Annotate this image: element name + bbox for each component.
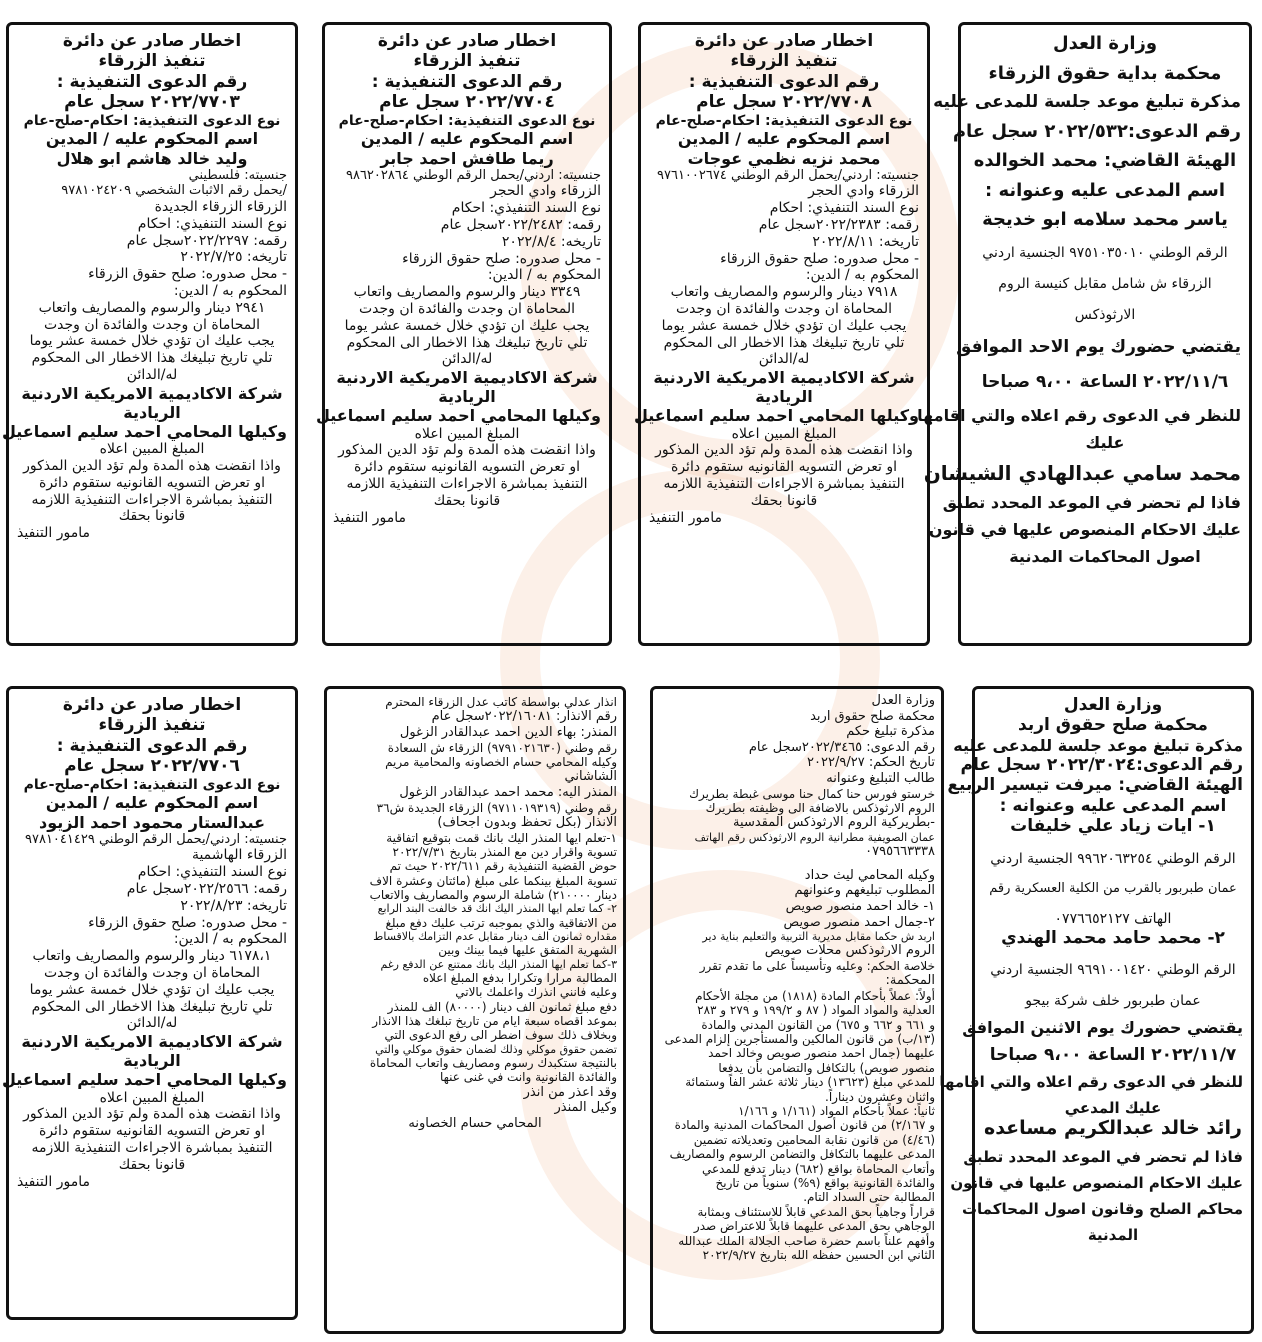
notice-line: (٤/٤٦) من قانون نقابة المحامين وتعديلاته تضمين: [693, 1132, 935, 1147]
notice-line: /يحمل رقم الاثبات الشخصي ٩٧٨١٠٢٤٢٠٩: [61, 183, 287, 199]
notice-line: مذكرة تبليغ موعد جلسة للمدعى عليه: [933, 92, 1241, 113]
notice-line: فاذا لم تحضر في الموعد المحدد تطبق: [942, 492, 1241, 512]
notice-line: المنذر اليه: محمد احمد عبدالقادر الزغول: [399, 784, 617, 800]
notice-line: عليك الاحكام المنصوص عليها في قانون: [928, 519, 1241, 539]
notice-line: المبلغ المبين اعلاه: [731, 425, 837, 442]
notice-line: قراراً وجاهياً بحق المدعي قابلاً للاستئناف وبمثابة: [697, 1204, 935, 1219]
notice-line: له/الدائن: [441, 351, 493, 368]
notice-line: قانونا بحقك: [750, 492, 818, 509]
notice-box-2: [633, 22, 930, 646]
notice-line: عليهما (جمال احمد منصور صويص وخالد احمد: [708, 1046, 935, 1061]
notice-line: مذكرة تبليغ موعد جلسة للمدعى عليه: [953, 735, 1243, 755]
notice-line: الزرقاء الهاشمية: [191, 847, 287, 864]
notice-line: تنفيذ الزرقاء: [730, 51, 838, 72]
notice-line: المحاماة ان وجدت والفائدة ان وجدت: [676, 300, 892, 317]
notice-line: الروم الارثوذكس محلات صويص: [764, 943, 935, 959]
notice-line: جنسيته: فلسطيني: [188, 167, 287, 183]
notice-line: اسم المحكوم عليه / المدين: [45, 793, 259, 813]
notice-line: شركة الاكاديمية الامريكية الاردنية: [336, 368, 598, 388]
notice-line: وأفهم علناً باسم حضرة صاحب الجلالة الملك عبدالله: [678, 1233, 935, 1248]
notice-line: تاريخه: ٢٠٢٢/٨/٤: [501, 233, 601, 250]
notice-line: طالب التبليغ وعنوانه: [826, 770, 935, 786]
notice-line: مقداره ثمانون الف دينار مقابل عدم التزامك بالاقساط: [373, 930, 617, 944]
notice-line: ٠٧٩٥٦٦٣٣٣٨: [865, 844, 935, 860]
notice-line: واذا انقضت هذه المدة ولم تؤد الدين المذكور: [338, 442, 596, 459]
notice-line: ٢- محمد حامد محمد الهندي: [1001, 927, 1225, 948]
notice-line: الزرقاء ش شامل مقابل كنيسة الروم: [998, 275, 1212, 292]
notice-line: عليك المدعي: [1064, 1099, 1162, 1118]
notice-line: له/الدائن: [126, 366, 178, 383]
notice-line: والفائدة القانونية بواقع (٩%) سنوياً من تاريخ: [715, 1175, 935, 1190]
notice-line: وكيلها المحامي احمد سليم اسماعيل: [1, 422, 287, 442]
notice-line: خرستو فورس حنا كمال حنا موسى غبطة بطريرك: [689, 786, 935, 801]
notice-line: وكيله المحامي ليث حداد: [804, 867, 935, 883]
notice-line: تضمن حقوق موكلي وذلك لضمان حقوق موكلي والتي: [375, 1042, 617, 1056]
notice-line: تلي تاريخ تبليغك هذا الاخطار الى المحكوم: [346, 334, 588, 351]
notice-line: و ٢/١٦٧) من قانون أصول المحاكمات المدنية والمادة: [674, 1118, 935, 1133]
notice-line: الروم الارثوذكس بالاضافة الى وظيفته بطريرك: [705, 800, 935, 815]
notice-line: دينار ٢١٠٠٠٠) شاملة الرسوم والمصاريف والاتعاب: [369, 888, 617, 903]
notice-line: واذا انقضت هذه المدة ولم تؤد الدين المذكور: [655, 442, 913, 459]
notice-line: التنفيذ بمباشرة الاجراءات التنفيذية اللازمه: [31, 491, 273, 508]
notice-line: الزرقاء الزرقاء الجديدة: [154, 198, 287, 215]
notice-line: ٧٩١٨ دينار والرسوم والمصاريف واتعاب: [670, 284, 898, 301]
notice-line: نوع السند التنفيذي: احكام: [451, 200, 601, 217]
notice-line: يجب عليك ان تؤدي خلال خمسة عشر يوما: [29, 981, 275, 998]
notice-line: بالنتيجة ستكبدك رسوم ومصاريف واتعاب المحاماة: [369, 1055, 617, 1070]
notice-line: رقمه: ٢٠٢٢/٢٤٨٢سجل عام: [440, 216, 601, 233]
notice-line: المبلغ المبين اعلاه: [99, 1089, 205, 1106]
notice-line: للنظر في الدعوى رقم اعلاه والتي اقامها: [917, 406, 1241, 426]
notice-line: ياسر محمد سلامه ابو خديجة: [982, 209, 1228, 231]
notice-line: يجب عليك ان تؤدي خلال خمسة عشر يوما: [29, 333, 275, 350]
notice-line: يقتضي حضورك يوم الاحد الموافق: [956, 337, 1241, 358]
notice-line: نوع السند التنفيذي: احكام: [769, 200, 919, 217]
notice-line: رقم الانذار: ٢٠٢٢/١٦٠٨١سجل عام: [431, 709, 617, 725]
notice-line: المحكوم به / الدين:: [173, 931, 287, 948]
notice-line: نوع الدعوى التنفيذية: احكام-صلح-عام: [338, 112, 596, 129]
notice-line: التنفيذ بمباشرة الاجراءات التنفيذية اللازمه: [663, 476, 905, 493]
notice-line: تاريخه: ٢٠٢٢/٨/٢٣: [180, 897, 287, 914]
notice-line: تنفيذ الزرقاء: [413, 51, 521, 72]
notice-line: الهيئة القاضي: محمد الخوالده: [973, 150, 1237, 172]
notice-line: ٢٠٢٢/٧٧٠٤ سجل عام: [379, 92, 555, 113]
notice-line: الريادية: [438, 387, 496, 407]
notice-line: او تعرض التسويه القانونيه ستقوم دائرة: [39, 474, 265, 491]
notice-line: الزرقاء وادي الحجر: [808, 183, 919, 200]
notice-line: الشهرية المتفق عليها فيما بينك وبين: [438, 943, 617, 958]
notice-line: واذا انقضت هذه المدة ولم تؤد الدين المذكور: [23, 458, 281, 475]
notice-line: المطالبة حتى السداد التام.: [803, 1190, 935, 1205]
notice-line: -بطريركية الروم الارثوذكس المقدسية: [733, 815, 935, 831]
notice-line: المحكوم به / الدين:: [173, 282, 287, 299]
notice-line: نوع الدعوى التنفيذية: احكام-صلح-عام: [655, 112, 913, 129]
notice-line: للمدعي مبلغ (١٣٦٢٣) دينار ثلاثة عشر الفاً وستمائة: [685, 1075, 935, 1090]
notice-line: جنسيته: اردني/يحمل الرقم الوطني ٩٧٨١٠٤١٤٢٩: [25, 831, 287, 847]
notice-line: ٢٠٢٢/٧٧٠٣ سجل عام: [64, 92, 240, 113]
notice-line: الثاني ابن الحسين حفظه الله بتاريخ ٢٠٢٢/٩/٢٧: [702, 1247, 935, 1262]
notice-line: ٢-جمال احمد منصور صويص: [783, 914, 935, 930]
notice-line: رقم الدعوى التنفيذية :: [371, 71, 563, 92]
notice-line: تاريخه: ٢٠٢٢/٨/١١: [812, 233, 919, 250]
notice-line: مامور التنفيذ: [17, 1173, 90, 1190]
notice-line: مذكرة تبليغ حكم: [846, 724, 935, 740]
notice-line: الانذار (بكل تحفظ وبدون اجحاف): [437, 814, 617, 830]
notice-line: الوجاهي بحق المدعى عليهما قابلاً للاعتراض صدر: [693, 1219, 935, 1234]
notice-line: رقمه: ٢٠٢٢/٢٢٩٧سجل عام: [126, 232, 287, 249]
notice-line: رائد خالد عبدالكريم مساعده: [983, 1117, 1242, 1140]
notice-line: واذا انقضت هذه المدة ولم تؤد الدين المذكور: [23, 1106, 281, 1123]
notice-line: تنفيذ الزرقاء: [98, 51, 206, 72]
notice-line: اسم المحكوم عليه / المدين: [360, 129, 574, 149]
notice-line: يجب عليك ان تؤدي خلال خمسة عشر يوما: [344, 317, 590, 334]
notice-line: يجب عليك ان تؤدي خلال خمسة عشر يوما: [661, 317, 907, 334]
notice-line: وقد اعذر من انذر: [523, 1084, 617, 1100]
notice-line: ٢٠٢٢/١١/٧ الساعة ٩،٠٠ صباحا: [989, 1044, 1237, 1065]
notice-box-6: [650, 686, 944, 1334]
notice-line: ٢٠٢٢/٧٧٠٦ سجل عام: [64, 756, 240, 777]
notice-line: - محل صدوره: صلح حقوق الزرقاء: [402, 250, 601, 267]
notice-line: رقم الدعوى: ٢٠٢٢/٣٤٦٥سجل عام: [748, 739, 935, 755]
notice-line: فاذا لم تحضر في الموعد المحدد تطبق: [963, 1148, 1243, 1167]
notice-line: وكيل المنذر: [554, 1100, 617, 1116]
notice-line: وأتعاب المحاماة بواقع (٦٨٢) دينار تدفع للمدعي: [701, 1161, 935, 1176]
notice-line: الريادية: [123, 1051, 181, 1071]
notice-line: اخطار صادر عن دائرة: [62, 31, 242, 51]
notice-line: عليك: [1085, 433, 1125, 453]
notice-line: محكمة صلح حقوق اربد: [810, 708, 935, 724]
notice-line: تلي تاريخ تبليغك هذا الاخطار الى المحكوم: [31, 350, 273, 367]
notice-line: جنسيته: اردني/يحمل الرقم الوطني ٩٨٦٢٠٢٨٦٤: [345, 167, 601, 183]
notice-line: ١- خالد احمد منصور صويص: [785, 898, 935, 914]
notice-line: قانونا بحقك: [118, 1156, 186, 1173]
notice-line: وكيلها المحامي احمد سليم اسماعيل: [633, 406, 919, 426]
notice-line: ثانياً: عملاً بأحكام المواد (١/١٦١ و ١/١٦٦: [738, 1103, 935, 1118]
notice-line: وزارة العدل: [871, 693, 935, 708]
notice-line: واثنان وعشرون ديناراً.: [825, 1089, 935, 1104]
notice-line: تاريخه: ٢٠٢٢/٧/٢٥: [180, 249, 287, 266]
notice-line: وكيلها المحامي احمد سليم اسماعيل: [315, 406, 601, 426]
notice-line: تنفيذ الزرقاء: [98, 715, 206, 736]
notice-line: وزارة العدل: [1052, 33, 1158, 54]
notice-line: او تعرض التسويه القانونيه ستقوم دائرة: [39, 1123, 265, 1140]
notice-line: منصور صويص) بالتكافل والتضامن بأن يدفعا: [718, 1060, 935, 1075]
notice-line: وعليه فانني انذرك واعلمك بالاتي: [455, 985, 617, 1000]
notice-line: ١- ايات زياد علي خليفات: [1010, 816, 1216, 837]
notice-line: المحامي حسام الخصاونه: [408, 1115, 542, 1131]
notice-line: تلي تاريخ تبليغك هذا الاخطار الى المحكوم: [31, 998, 273, 1015]
notice-line: رقم الدعوى التنفيذية :: [56, 71, 248, 92]
notice-line: عبدالستار محمود احمد الزيود: [38, 812, 266, 832]
notice-line: محمد نزيه نظمي عوجات: [687, 148, 881, 168]
notice-box-3: [315, 22, 612, 646]
notice-line: المدنية: [1087, 1226, 1139, 1245]
notice-line: أولاً: عملاً بأحكام المادة (١٨١٨) من مجلة الأحكام: [695, 988, 935, 1003]
notice-line: ريما طافش احمد جابر: [380, 148, 554, 168]
notice-box-7: [324, 686, 626, 1334]
notice-line: تلي تاريخ تبليغك هذا الاخطار الى المحكوم: [663, 334, 905, 351]
notice-line: الهيئة القاضي: ميرفت تيسير الربيع: [947, 775, 1243, 796]
notice-line: ٢٩٤١ دينار والرسوم والمصاريف واتعاب: [38, 299, 266, 316]
notice-line: رقم الدعوى التنفيذية :: [688, 71, 880, 92]
notice-line: وبخلاف ذلك سوف اضطر الى رفع الدعوى التي: [384, 1028, 617, 1043]
notice-line: المطالبة مرارا وتكرارا بدفع المبلغ اعلاه: [422, 970, 617, 985]
notice-line: وكيلها المحامي احمد سليم اسماعيل: [1, 1070, 287, 1090]
notice-line: المدعى عليهما بالتكافل والتضامن الرسوم والمصاريف: [669, 1147, 935, 1162]
notice-line: التنفيذ بمباشرة الاجراءات التنفيذية اللازمه: [31, 1140, 273, 1157]
notice-line: نوع السند التنفيذي: احكام: [137, 215, 287, 232]
notice-line: الرقم الوطني ٩٦٩١٠٠١٤٢٠ الجنسية اردني: [990, 962, 1236, 979]
notice-line: رقم الدعوى:٢٠٢٢/٣٠٢٤ سجل عام: [960, 754, 1243, 775]
notice-line: اخطار صادر عن دائرة: [377, 31, 557, 51]
notice-line: ٢- كما تعلم ايها المنذر اليك انك قد خالفت البند الرابع: [377, 902, 617, 916]
notice-line: اربد ش حكما مقابل مديرية التربية والتعليم بناية دير: [702, 930, 935, 944]
notice-line: محاكم الصلح وقانون اصول المحاكمات: [961, 1200, 1243, 1219]
notice-line: مامور التنفيذ: [17, 525, 90, 542]
notice-line: الريادية: [755, 387, 813, 407]
notice-line: خلاصة الحكم: وعليه وتأسيساً على ما تقدم تقرر: [699, 958, 935, 973]
notice-line: من الاتفاقية والذي بموجبه ترتب عليك دفع مبلغ: [385, 915, 617, 930]
notice-line: اسم المحكوم عليه / المدين: [45, 129, 259, 149]
notice-box-8: [1, 686, 298, 1320]
notice-line: شركة الاكاديمية الامريكية الاردنية: [21, 1032, 283, 1052]
notice-line: شركة الاكاديمية الامريكية الاردنية: [21, 383, 283, 403]
notice-line: و ٦٦١ و ٦٦٢ و ٦٧٥) من القانون المدني والمادة: [701, 1017, 935, 1032]
notice-line: العدلية والمواد المواد ( ٨٧ و ١٩٩/٢ و ٢٧٩ و ٢٨٣: [697, 1003, 935, 1018]
notice-line: ٦١٧٨،١ دينار والرسوم والمصاريف واتعاب: [32, 948, 272, 965]
notice-line: قانونا بحقك: [118, 508, 186, 525]
notice-line: (١٣/ب) من قانون المالكين والمستأجرين إلزام المدعى: [664, 1032, 935, 1047]
notice-line: رقم الدعوى:٢٠٢٢/٥٣٢ سجل عام: [952, 120, 1241, 142]
notice-line: - محل صدوره: صلح حقوق الزرقاء: [720, 250, 919, 267]
notice-line: رقم وطني (٩٧١١٠١٩٣١٩) الزرقاء الجديدة ش٣٦: [376, 800, 617, 815]
notice-line: ٢٠٢٢/٧٧٠٨ سجل عام: [696, 92, 872, 113]
notice-line: رقمه: ٢٠٢٢/٢٣٨٣سجل عام: [758, 216, 919, 233]
notice-box-4: [1, 22, 298, 646]
notice-line: محكمة صلح حقوق اربد: [1018, 715, 1208, 736]
notice-line: الريادية: [123, 402, 181, 422]
notice-line: نوع الدعوى التنفيذية: احكام-صلح-عام: [23, 776, 281, 793]
notice-line: بموعد اقصاه سبعة ايام من تاريخ تبلغك هذا الانذار: [372, 1014, 617, 1028]
notice-line: له/الدائن: [126, 1015, 178, 1032]
notice-line: ٣٣٤٩ دينار والرسوم والمصاريف واتعاب: [353, 284, 581, 301]
notice-line: ٣-كما تعلم ايها المنذر اليك بانك ممتنع عن الدفع رغم: [380, 957, 617, 971]
notice-line: مامور التنفيذ: [649, 509, 722, 526]
notice-line: مامور التنفيذ: [333, 509, 406, 526]
notice-line: اخطار صادر عن دائرة: [62, 695, 242, 715]
notice-line: تاريخ الحكم: ٢٠٢٢/٩/٢٧: [807, 755, 935, 771]
notice-line: المحاماة ان وجدت والفائدة ان وجدت: [44, 964, 260, 981]
notice-line: المحكوم به / الدين:: [487, 267, 601, 284]
notice-line: اسم المحكوم عليه / المدين: [677, 129, 891, 149]
notice-line: رقمه: ٢٠٢٢/٢٥٦٦سجل عام: [126, 880, 287, 897]
notice-box-5: [939, 686, 1254, 1334]
notice-line: الزرقاء وادي الحجر: [490, 183, 601, 200]
notice-line: تسوية المبلغ بينكما على مبلغ (مائتان وعشرة الاف: [369, 873, 617, 888]
notice-line: الهاتف ٠٧٧٦٦٥٢١٢٧: [1054, 910, 1172, 927]
notice-line: عمان طبربور بالقرب من الكلية العسكرية رقم: [989, 881, 1237, 897]
notice-line: حوض القضية التنفيذية رقم ٢٠٢٢/٦١١ حيث تم: [389, 859, 617, 874]
notice-line: تسوية واقرار دين مع المنذر بتاريخ ٢٠٢٢/٧/٣١: [392, 844, 617, 859]
notice-line: المنذر: بهاء الدين احمد عبدالقادر الزغول: [399, 724, 617, 740]
notice-line: الرقم الوطني ٩٧٥١٠٣٥٠١٠ الجنسية اردني: [982, 244, 1228, 261]
notice-line: انذار عدلي بواسطة كاتب عدل الزرقاء المحترم: [385, 695, 617, 709]
notice-line: رقم وطني (٩٧٩١٠٢١٦٣٠) الزرقاء ش السعادة: [387, 740, 617, 755]
notice-line: او تعرض التسويه القانونيه ستقوم دائرة: [671, 459, 897, 476]
notice-line: قانونا بحقك: [433, 492, 501, 509]
notice-line: عمان طبربور خلف شركة بيجو: [1025, 992, 1201, 1009]
notice-line: وزارة العدل: [1063, 695, 1163, 715]
notice-line: الشاشاني: [564, 769, 617, 785]
notice-line: دفع مبلغ ثمانون الف دينار (٨٠٠٠٠) الف للمنذر: [387, 999, 617, 1014]
notice-box-1: [917, 22, 1252, 646]
notice-line: للنظر في الدعوى رقم اعلاه والتي اقامها: [939, 1073, 1243, 1092]
notice-line: والفائدة القانونية وانت في غنى عنها: [439, 1070, 617, 1085]
notice-line: الرقم الوطني ٩٩٦٢٠٦٣٢٥٤ الجنسية اردني: [990, 850, 1236, 867]
notice-line: ١-تعلم ايها المنذر اليك بانك قمت بتوقيع اتفاقية: [386, 830, 617, 845]
notice-line: المحكمة:: [885, 973, 935, 989]
notice-line: وليد خالد هاشم ابو هلال: [56, 148, 248, 168]
notice-line: المحكوم به / الدين:: [805, 267, 919, 284]
notice-line: نوع الدعوى التنفيذية: احكام-صلح-عام: [23, 112, 281, 129]
notice-line: المحاماة ان وجدت والفائدة ان وجدت: [359, 300, 575, 317]
notice-line: محمد سامي عبدالهادي الشيشان: [923, 460, 1241, 485]
notice-line: المحاماة ان وجدت والفائدة ان وجدت: [44, 316, 260, 333]
notice-line: اخطار صادر عن دائرة: [694, 31, 874, 51]
notice-line: المبلغ المبين اعلاه: [99, 441, 205, 458]
notice-line: الارثوذكس: [1074, 306, 1136, 323]
notice-line: عليك الاحكام المنصوص عليها في قانون: [950, 1174, 1243, 1193]
notice-line: نوع السند التنفيذي: احكام: [137, 864, 287, 881]
notice-line: المبلغ المبين اعلاه: [414, 425, 520, 442]
notice-line: المطلوب تبليغهم وعنوانهم: [794, 883, 935, 899]
notice-line: محكمة بداية حقوق الزرقاء: [988, 62, 1222, 84]
notice-line: او تعرض التسويه القانونيه ستقوم دائرة: [354, 459, 580, 476]
notice-line: يقتضي حضورك يوم الاثنين الموافق: [962, 1017, 1243, 1037]
notice-line: ٢٠٢٢/١١/٦ الساعة ٩،٠٠ صباحا: [981, 371, 1229, 392]
notice-line: اسم المدعى عليه وعنوانه :: [999, 795, 1227, 816]
notice-line: اصول المحاكمات المدنية: [1009, 546, 1201, 566]
notice-line: وكيله المحامي حسام الخصاونه والمحامية مريم: [385, 754, 617, 769]
notice-line: جنسيته: اردني/يحمل الرقم الوطني ٩٧٦١٠٠٢٦٧٤: [657, 167, 919, 183]
notice-line: - محل صدوره: صلح حقوق الزرقاء: [88, 914, 287, 931]
notice-line: شركة الاكاديمية الامريكية الاردنية: [653, 368, 915, 388]
notice-line: له/الدائن: [758, 351, 810, 368]
notice-line: رقم الدعوى التنفيذية :: [56, 735, 248, 756]
notice-line: - محل صدوره: صلح حقوق الزرقاء: [88, 266, 287, 283]
notice-line: اسم المدعى عليه وعنوانه :: [984, 179, 1226, 201]
notice-line: التنفيذ بمباشرة الاجراءات التنفيذية اللازمه: [346, 476, 588, 493]
notice-line: عمان الصويفية مطرانية الروم الارثوذكس رقم الهاتف: [694, 830, 935, 844]
